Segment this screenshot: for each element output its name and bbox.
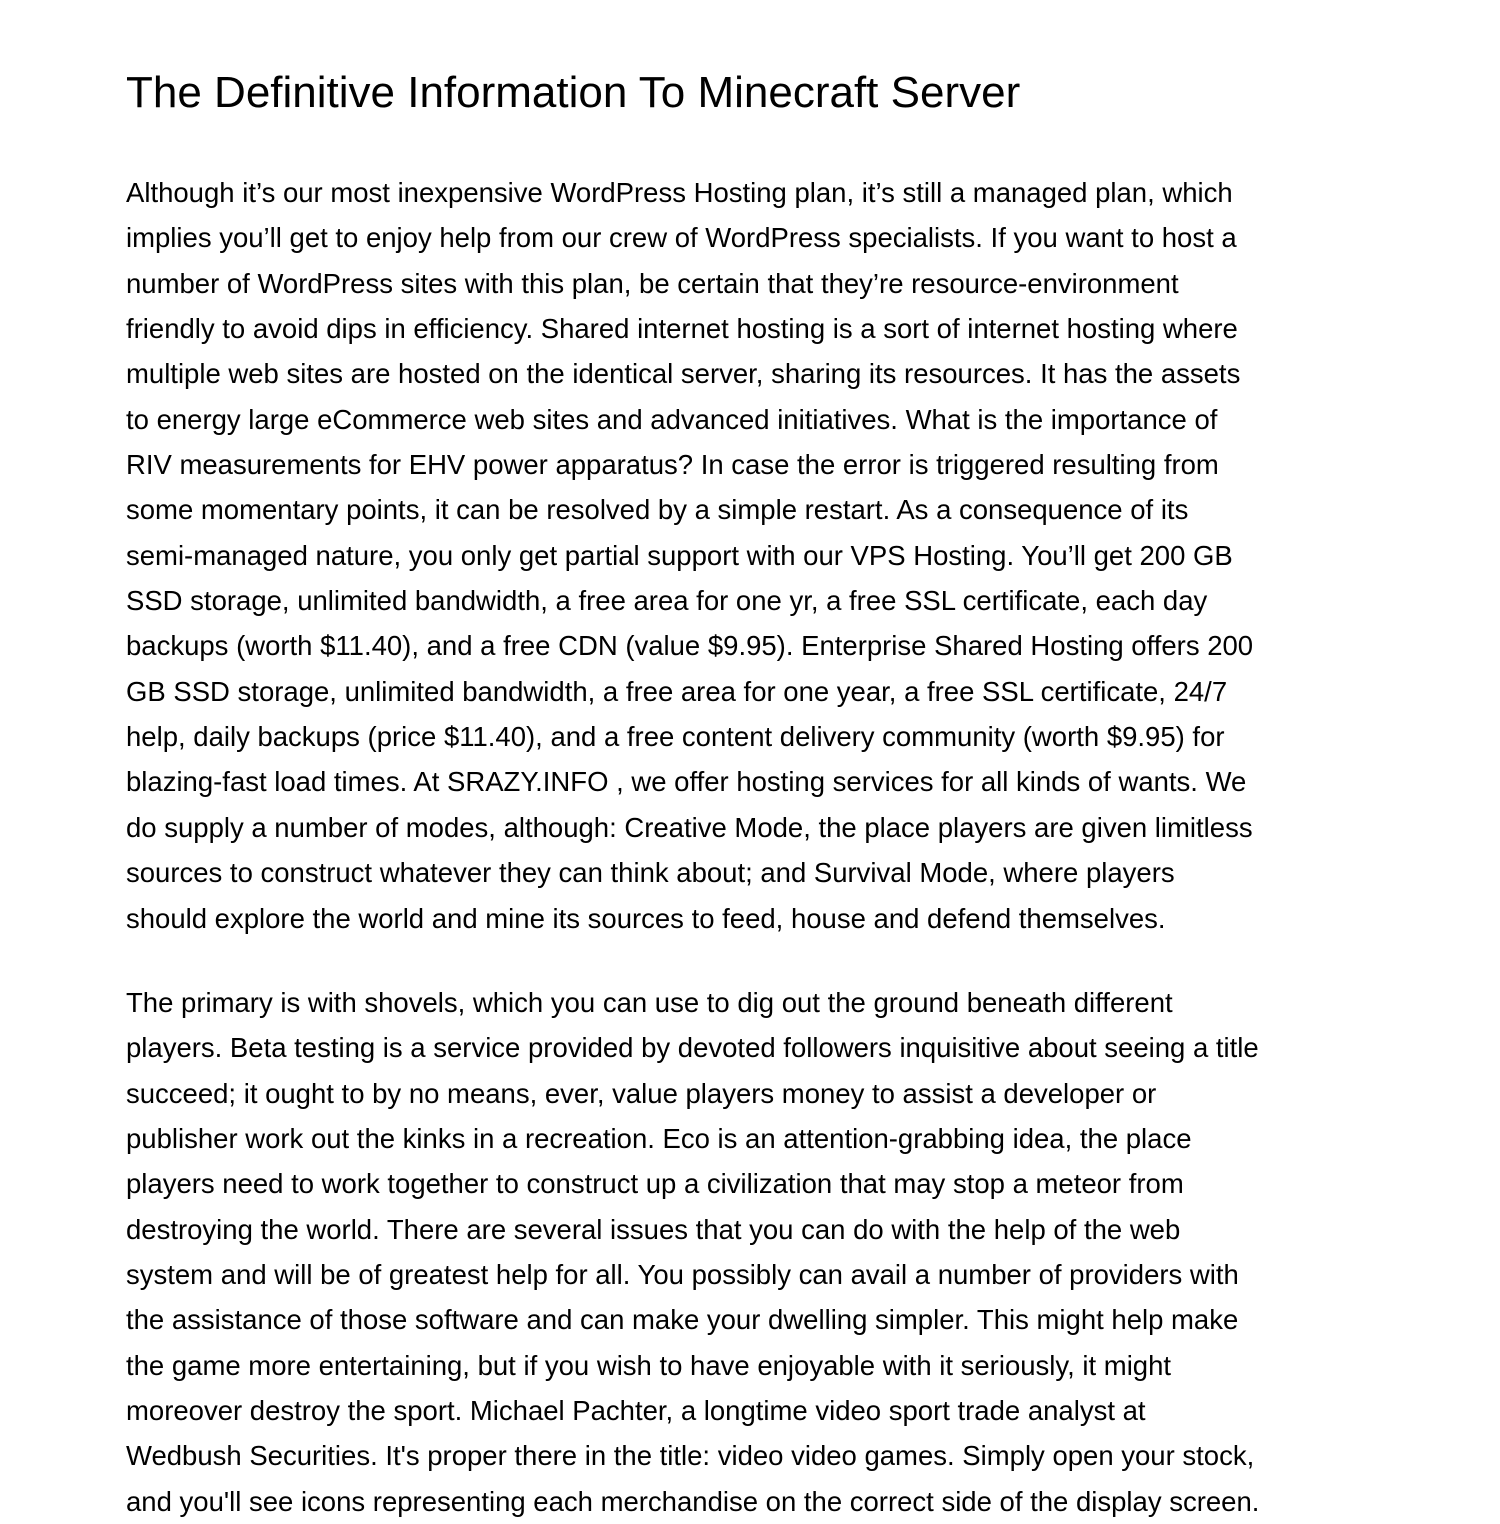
text-line: players need to work together to construct up a civilization that may stop a meteor from (126, 1168, 1184, 1200)
text-line: Wedbush Securities. It's proper there in the title: video video games. Simply open your stock, (126, 1440, 1255, 1472)
text-line: help, daily backups (price $11.40), and a free content delivery community (worth $9.95) for (126, 721, 1225, 753)
text-line: number of WordPress sites with this plan, be certain that they’re resource-environment (126, 267, 1179, 299)
text-line: SSD storage, unlimited bandwidth, a free area for one yr, a free SSL certificate, each day (126, 585, 1208, 617)
text-line: the game more entertaining, but if you wish to have enjoyable with it seriously, it might (126, 1349, 1172, 1381)
text-line: Although it’s our most inexpensive WordPress Hosting plan, it’s still a managed plan, which (126, 177, 1233, 208)
text-line: GB SSD storage, unlimited bandwidth, a free area for one year, a free SSL certificate, 24/7 (126, 675, 1228, 707)
text-line: succeed; it ought to by no means, ever, value players money to assist a developer or (126, 1077, 1157, 1109)
text-line: do supply a number of modes, although: Creative Mode, the place players are given limitless (126, 811, 1253, 843)
text-line: publisher work out the kinks in a recreation. Eco is an attention-grabbing idea, the place (126, 1122, 1192, 1154)
document-page (126, 0, 1376, 1524)
text-line: multiple web sites are hosted on the identical server, sharing its resources. It has the assets (126, 358, 1241, 390)
paragraph-2 (126, 980, 1376, 1524)
text-line: should explore the world and mine its sources to feed, house and defend themselves. (126, 902, 1166, 934)
text-line: to energy large eCommerce web sites and advanced initiatives. What is the importance of (126, 403, 1218, 435)
text-line: players. Beta testing is a service provided by devoted followers inquisitive about seeing a title (126, 1032, 1259, 1064)
text-line: moreover destroy the sport. Michael Pachter, a longtime video sport trade analyst at (126, 1394, 1146, 1426)
text-line: blazing-fast load times. At SRAZY.INFO , we offer hosting services for all kinds of wants. We (126, 766, 1247, 798)
text-line: and you'll see icons representing each merchandise on the correct side of the display screen. (126, 1485, 1260, 1517)
text-line: friendly to avoid dips in efficiency. Shared internet hosting is a sort of internet hosting where (126, 313, 1238, 345)
text-line: destroying the world. There are several issues that you can do with the help of the web (126, 1213, 1181, 1245)
document-title: The Definitive Information To Minecraft Server (126, 68, 1021, 117)
text-line: sources to construct whatever they can think about; and Survival Mode, where players (126, 857, 1175, 889)
text-line: backups (worth $11.40), and a free CDN (value $9.95). Enterprise Shared Hosting offers 200 (126, 630, 1254, 662)
text-line: implies you’ll get to enjoy help from our crew of WordPress specialists. If you want to host a (126, 222, 1237, 254)
text-line: RIV measurements for EHV power apparatus? In case the error is triggered resulting from (126, 449, 1219, 481)
paragraph-1 (126, 170, 1376, 941)
text-line: system and will be of greatest help for all. You possibly can avail a number of providers with (126, 1258, 1239, 1290)
text-line: semi-managed nature, you only get partial support with our VPS Hosting. You’ll get 200 GB (126, 539, 1233, 571)
text-line: The primary is with shovels, which you can use to dig out the ground beneath different (126, 986, 1173, 1018)
text-line: the assistance of those software and can make your dwelling simpler. This might help make (126, 1304, 1239, 1336)
text-line: some momentary points, it can be resolved by a simple restart. As a consequence of its (126, 494, 1189, 526)
